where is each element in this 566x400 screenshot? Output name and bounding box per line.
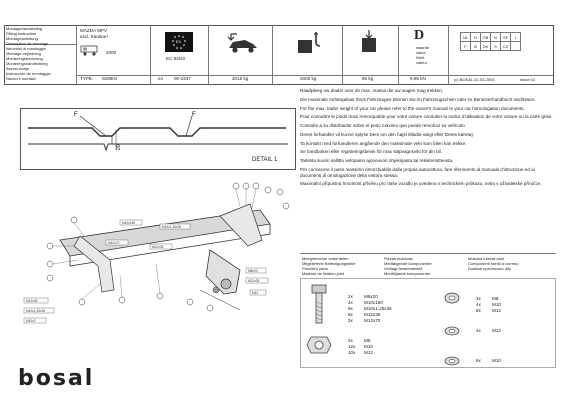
spring-washer-icon [444, 356, 460, 366]
lang-item: Montage-vejledning [6, 51, 41, 56]
instruction-dk: Deres forhandler vil kunne oplyse Dem om den højst tilladte vægt efter Deres køretøj. [300, 131, 474, 137]
washer-row: 8x M12 [476, 308, 501, 313]
bolt-row: 2x M12x70 [348, 318, 381, 323]
lang-item: Asennusohje [6, 66, 30, 71]
instruction-it: Per conoscere il peso massimo rimorchiabile dalla propria autovettura, fare riferimento al manuale d'istruzione ed ai documenti di omologazione della vettura stessa. [300, 167, 535, 178]
lang-item: Istruzioni di montaggio [6, 46, 47, 51]
detail-title: DETAIL 1 [252, 157, 278, 163]
legend-col-2: Piezas incluidas Medfølgende komponenter Vedlagt festemateriell Medföljande komponenter [384, 256, 432, 276]
callout-label: M10x160 [122, 221, 136, 225]
approval-code: 00-2237 [174, 76, 191, 81]
gross-weight: 2000 kg [300, 76, 317, 81]
approval-prefix: e4 [158, 76, 164, 81]
vehicle-year: 2000 [106, 50, 117, 55]
lang-item: Monteringshandledning [6, 61, 48, 66]
copyright: (c) BOSAL 22-03-2004 [454, 77, 495, 82]
d-letter: D [414, 28, 425, 43]
nut-icon [306, 336, 332, 354]
car-side-icon [80, 44, 100, 58]
washer-row: 4x M10 [476, 302, 501, 307]
legend-rule [300, 253, 556, 254]
d-label: waarde value Wert valeur [416, 45, 430, 65]
callout-label: M12x70 [108, 241, 120, 245]
instruction-no: Ta kontakt med forhandleren angående den maksimale vekt som bilen kan trekke. [300, 140, 467, 146]
lock-washer-icon [444, 292, 460, 304]
detail-dimension: 20 [116, 144, 122, 150]
instruction-se: Se handboken eller registeringsbevis för max släpvagnsvikt för din bil. [300, 149, 442, 155]
nut-row: 10x M12 [348, 350, 373, 355]
hardware-frame [300, 278, 556, 368]
callout-label: M12x35 [26, 299, 38, 303]
lang-item: Montageanleitung [6, 36, 38, 41]
washer-row: 2x M8 [476, 296, 499, 301]
bolt-row: 8x M12x35 [348, 312, 381, 317]
eu-flag-icon [165, 32, 193, 52]
instruction-fr: Pour connaître le poids maxi remorquable pour votre voiture consulter la notice d'utilisation de votre voiture ou la carte grise. [300, 114, 553, 120]
washer-row: 8x M10 [476, 358, 501, 363]
type-label: TYPE: [80, 76, 94, 81]
vehicle-name: MAZDA MPV [80, 28, 108, 33]
towing-weight: 2015 kg [232, 76, 249, 81]
callout-label: M10x2 [26, 319, 36, 323]
instruction-de: Die maximale Anhängelast Ihres Fahrzeuges können Sie im Fahrzeugschein oder im Benutzerhandbuch nachlesen. [300, 96, 536, 102]
car-towing-icon [225, 32, 261, 56]
bolt-icon [308, 284, 330, 326]
type-code: 028801 [102, 76, 118, 81]
bosal-logo: bosal [18, 366, 95, 391]
lang-item: Monteringsanvisning [6, 56, 43, 61]
instruction-nl: Raadpleeg uw dealer voor de max. massa die uw wagen mag trekken. [300, 88, 444, 93]
lang-item: Montagehandleiding [6, 26, 43, 31]
lang-item: Fitting instruction [6, 31, 37, 36]
nut-row: 2x M8 [348, 338, 371, 343]
flat-washer-icon [444, 326, 460, 336]
weight-hook-icon [296, 30, 326, 56]
instruction-es: Consulte a su distribuidor sobre el peso máximo que puede remolcar su vehículo. [300, 123, 466, 129]
nut-list [348, 338, 373, 356]
legend-col-1: Meegeleverde onderdelen Mitgelieferte Befestigungsteile Provided parts Matériel de fixation joint [302, 256, 356, 276]
vertical-load-icon [358, 30, 382, 56]
detail-f-right: F [192, 112, 196, 118]
lang-item: Description de montage [6, 41, 49, 46]
washer-row: 4x M12 [476, 328, 501, 333]
country-code-table: NL D GB N SF I F B DK S CZ [460, 32, 521, 51]
ec-code: EC 94/20 [166, 56, 186, 61]
issue: Issue:02 [520, 77, 536, 82]
bolt-row: 8x M10x1,25x35 [348, 306, 392, 311]
callout-label: M12x35 [152, 245, 164, 249]
bolt-row: 2x M8x20 [348, 294, 378, 299]
language-list [6, 26, 76, 81]
lang-item: Instrucción de montaggio [6, 71, 51, 76]
vertical-load: 85 kg [362, 76, 374, 81]
detail-f-left: F [74, 112, 78, 118]
callout-label: M8x20 [248, 269, 258, 273]
callout-label: M10x1,25x35 [162, 225, 182, 229]
d-value: 9,85 kN [410, 76, 426, 81]
callout-label: M10x1,25x35 [26, 309, 46, 313]
lang-item: Návod k montáži [6, 76, 36, 81]
exploded-diagram [10, 180, 300, 330]
instruction-cz: Maximální přípustná hmotnost přívěsu pro Vaše vozidlo je uvedena v technickém průkazu, nebo v uživatelské příručce. [300, 181, 542, 187]
bolt-row: 4x M10x160 [348, 300, 383, 305]
instruction-en: For the max. trailer weight of your car please refer to the owner's manual or your car homologation documents. [300, 105, 525, 111]
vehicle-sub: excl. Karakuri [80, 34, 108, 39]
legend-col-3: Mukana tulevat osat Componenti forniti a corredo Dodané upevňovací díly [468, 256, 519, 271]
bolt-list [348, 294, 392, 324]
svg-text:E4: E4 [176, 39, 181, 44]
instructions [300, 88, 556, 190]
nut-row: 12x M10 [348, 344, 373, 349]
callout-label: M12 [252, 291, 259, 295]
callout-label: M12x35 [248, 279, 260, 283]
instruction-fi: Tarkista suurin sallittu vetopaino ajoneuvon ohjekirjasta tai rekisteriotteesta. [300, 158, 454, 164]
